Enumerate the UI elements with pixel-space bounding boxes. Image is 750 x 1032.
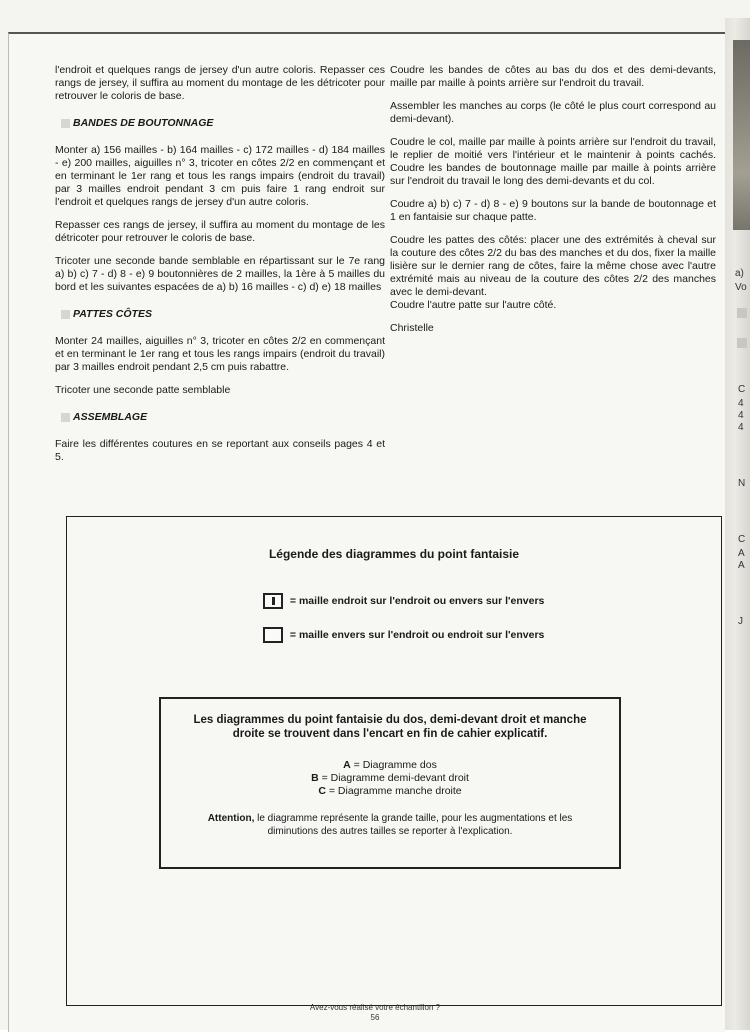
legend-title: Légende des diagrammes du point fantaisie <box>268 547 520 561</box>
signature: Christelle <box>390 322 434 334</box>
paragraph: Monter 24 mailles, aiguilles n° 3, tricoter en côtes 2/2 en commençant et en terminant le 1er rang et tous les rangs impairs (endroit du travail) par 3 mailles endroit pendant 2,5 cm puis rabattre. <box>55 335 385 373</box>
diagram-item <box>161 785 619 798</box>
knit-stitch-symbol-icon <box>263 593 283 609</box>
diagram-item <box>161 759 619 772</box>
paragraph: Coudre les pattes des côtés: placer une des extrémités à cheval sur la couture des côtes 2/2 du bas des manches et du dos, fixer la maille lisière sur le dernier rang de côtes, faire la même chose avec l'autre extrémité mais au niveau de la couture des côtes 2/2 des manches avec le demi-devant. <box>390 234 716 298</box>
legend-row-label: = maille envers sur l'endroit ou endroit sur l'envers <box>289 629 545 641</box>
paragraph: Tricoter une seconde patte semblable <box>55 384 231 396</box>
edge-fragment: 4 <box>738 422 744 433</box>
edge-fragment: 4 <box>738 410 744 421</box>
section-heading-bandes: BANDES DE BOUTONNAGE <box>61 117 385 130</box>
edge-fragment: Vo <box>735 282 747 293</box>
legend-row-label: = maille endroit sur l'endroit ou envers sur l'envers <box>289 595 545 607</box>
edge-square <box>737 338 747 348</box>
right-column <box>390 64 716 345</box>
diagram-note-box <box>159 697 621 869</box>
attention-text: le diagramme représente la grande taille, pour les augmentations et les diminutions des autres tailles se reporter à l'explication. <box>254 813 573 837</box>
diagram-item <box>161 772 619 785</box>
edge-fragment: 4 <box>738 398 744 409</box>
edge-fragment: J <box>738 616 743 627</box>
paragraph: Repasser ces rangs de jersey, il suffira au moment du montage de les détricoter pour retrouver le coloris de base. <box>55 219 385 244</box>
edge-square <box>737 308 747 318</box>
diagram-letter: C <box>318 785 326 797</box>
page-number: 56 <box>370 1013 380 1022</box>
edge-fragment: a) <box>735 268 744 279</box>
diagram-note-title: Les diagrammes du point fantaisie du dos, demi-devant droit et manche droite se trouvent dans l'encart en fin de cahier explicatif. <box>193 714 587 740</box>
page-footer <box>0 1003 750 1023</box>
paragraph: Coudre l'autre patte sur l'autre côté. <box>390 299 557 311</box>
paragraph: Assembler les manches au corps (le côté le plus court correspond au demi-devant). <box>390 100 716 125</box>
paragraph: Coudre les bandes de côtes au bas du dos et des demi-devants, maille par maille à points arrière sur l'endroit du travail. <box>390 64 716 89</box>
paragraph: Tricoter une seconde bande semblable en répartissant sur le 7e rang a) b) c) 7 - d) 8 - e) 9 boutonnières de 2 mailles, la 1ère à 5 mailles du bord et les suivantes espacées de a) b) 16 mailles - c) d) e) 18 mailles <box>55 255 385 293</box>
legend-row-purl <box>263 627 544 643</box>
left-column <box>55 64 385 474</box>
diagram-label: = Diagramme manche droite <box>328 785 462 797</box>
diagram-label: = Diagramme dos <box>353 759 437 771</box>
legend-row-knit <box>263 593 544 609</box>
edge-fragment: C <box>738 534 746 545</box>
edge-fragment: A <box>738 560 745 571</box>
edge-fragment: N <box>738 478 746 489</box>
section-heading-assemblage: ASSEMBLAGE <box>61 411 385 424</box>
paragraph: Monter a) 156 mailles - b) 164 mailles - c) 172 mailles - d) 184 mailles - e) 200 mailles, aiguilles n° 3, tricoter en côtes 2/2 en commençant et en terminant le 1er rang et tous les rangs impairs (endroit du travail) par 3 mailles endroit pendant 3 cm puis faire 1 rang endroit sur l'endroit et quelques rangs de jersey d'un autre coloris. <box>55 144 385 208</box>
section-heading-pattes: PATTES CÔTES <box>61 308 385 321</box>
edge-fragment: A <box>738 548 745 559</box>
diagram-label: = Diagramme demi-devant droit <box>321 772 469 784</box>
attention-note <box>201 812 579 838</box>
diagram-letter: B <box>311 772 319 784</box>
intro-paragraph: l'endroit et quelques rangs de jersey d'un autre coloris. Repasser ces rangs de jersey, il suffira au moment du montage de les détricoter pour retrouver le coloris de base. <box>55 64 385 102</box>
diagram-letter: A <box>343 759 351 771</box>
paragraph: Coudre a) b) c) 7 - d) 8 - e) 9 boutons sur la bande de boutonnage et 1 en fantaisie sur chaque patte. <box>390 198 716 223</box>
edge-fragment: C <box>738 384 746 395</box>
paragraph: Coudre le col, maille par maille à points arrière sur l'endroit du travail, le replier de moitié vers l'intérieur et le maintenir à points cachés. Coudre les bandes de boutonnage maille par maille à points arrière sur l'endroit du travail le long des demi-devants et du col. <box>390 136 716 187</box>
diagram-list <box>161 759 619 798</box>
purl-stitch-symbol-icon <box>263 627 283 643</box>
attention-label: Attention, <box>207 813 255 824</box>
paragraph: Faire les différentes coutures en se reportant aux conseils pages 4 et 5. <box>55 438 385 463</box>
legend-box <box>66 516 722 1006</box>
next-page-photo-strip <box>733 40 750 230</box>
footer-question: Avez-vous réalisé votre échantillon ? <box>309 1003 441 1012</box>
